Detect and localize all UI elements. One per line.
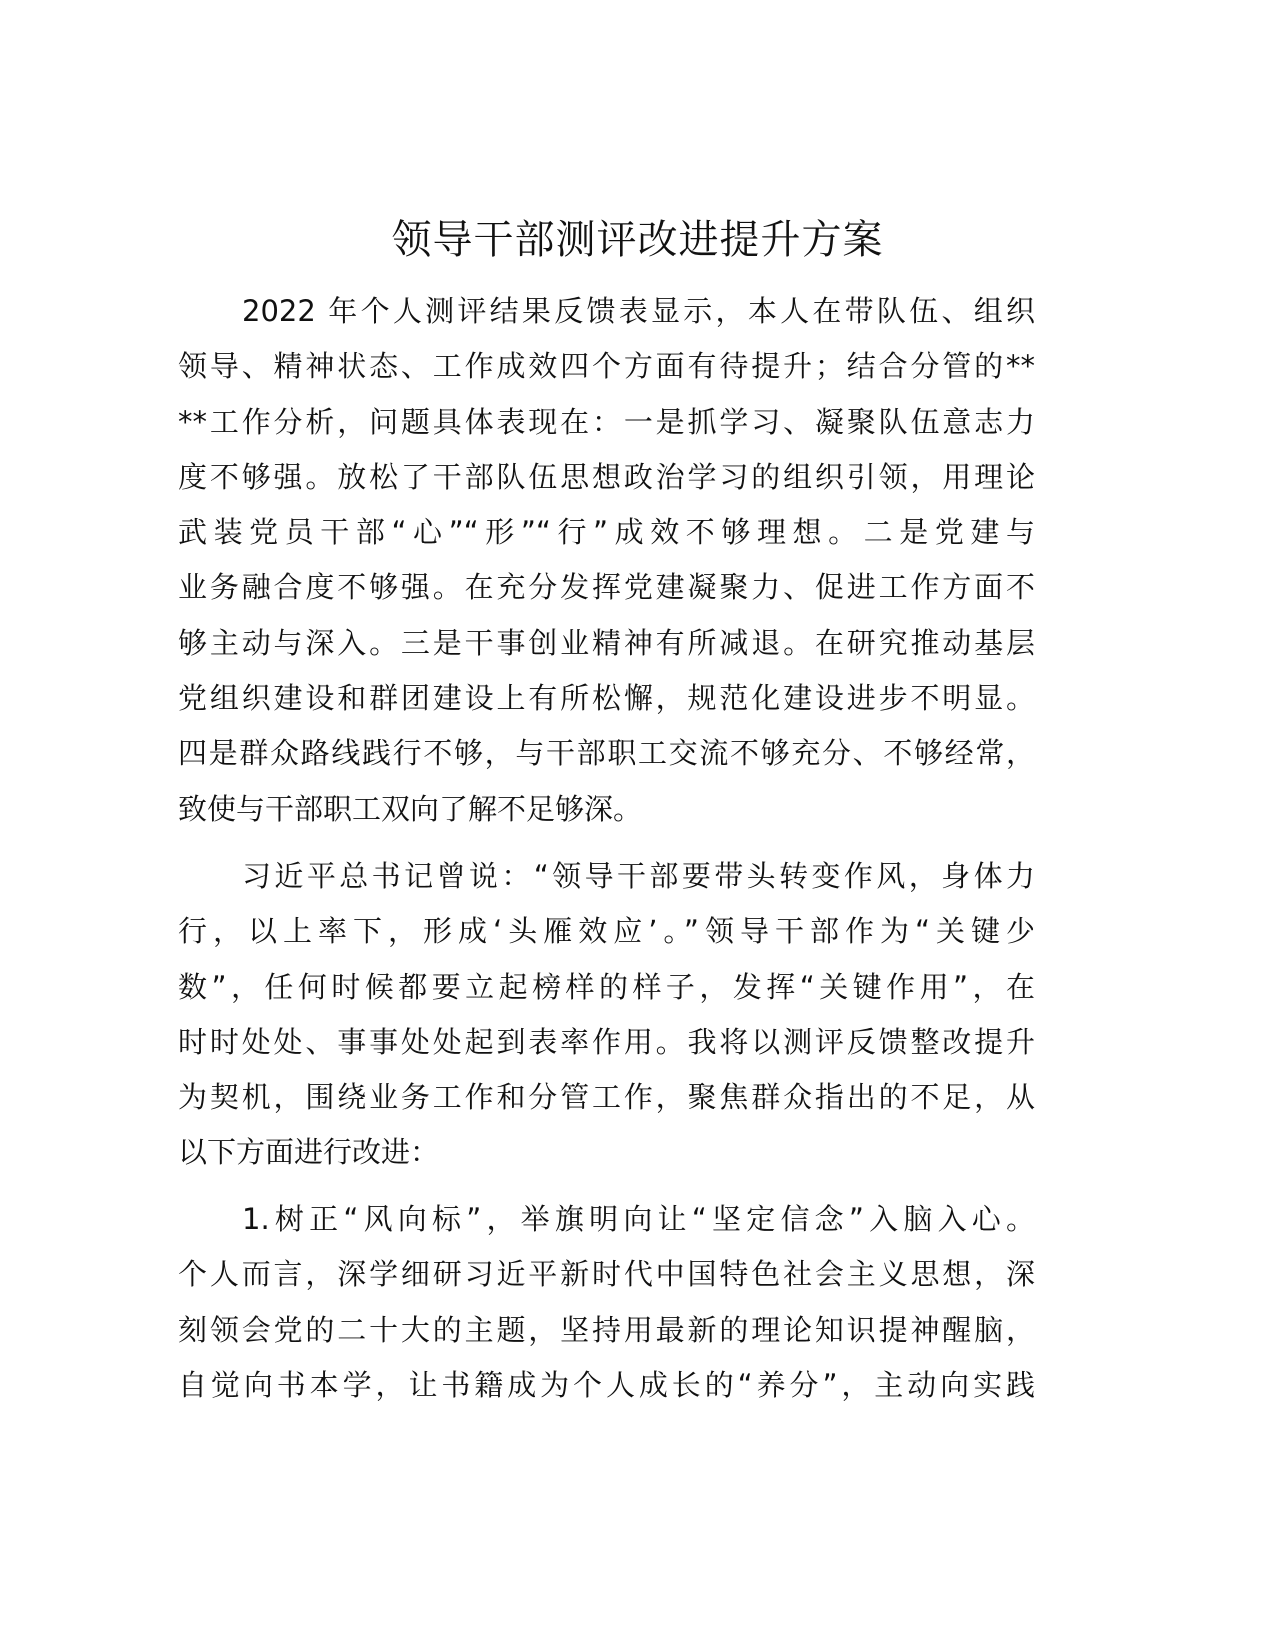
text-line: 领导、精神状态、工作成效四个方面有待提升；结合分管的** (178, 349, 1035, 384)
text-line: 行，以上率下，形成‘头雁效应’。”领导干部作为“关键少 (178, 914, 1035, 949)
text-line: 业务融合度不够强。在充分发挥党建凝聚力、促进工作方面不 (178, 570, 1035, 605)
text-line: 时时处处、事事处处起到表率作用。我将以测评反馈整改提升 (178, 1024, 1035, 1059)
text-line: 致使与干部职工双向了解不足够深。 (178, 791, 643, 826)
text-line: 2022 年个人测评结果反馈表显示，本人在带队伍、组织 (242, 294, 1035, 328)
text-line: 武装党员干部“心”“形”“行”成效不够理想。二是党建与 (178, 515, 1035, 550)
text-line: 刻领会党的二十大的主题，坚持用最新的理论知识提神醒脑， (178, 1312, 1035, 1347)
text-line: 习近平总书记曾说：“领导干部要带头转变作风，身体力 (242, 859, 1035, 893)
text-line: 四是群众路线践行不够，与干部职工交流不够充分、不够经常， (178, 736, 1035, 771)
text-line: 个人而言，深学细研习近平新时代中国特色社会主义思想，深 (178, 1257, 1035, 1292)
paragraph-2 (178, 849, 1035, 1181)
paragraph-3 (178, 1192, 1035, 1413)
text-line: 党组织建设和群团建设上有所松懈，规范化建设进步不明显。 (178, 681, 1035, 716)
text-line: 度不够强。放松了干部队伍思想政治学习的组织引领，用理论 (178, 459, 1035, 494)
text-line: 数”，任何时候都要立起榜样的样子，发挥“关键作用”，在 (178, 969, 1035, 1004)
document-title: 领导干部测评改进提升方案 (391, 217, 884, 263)
paragraph-1 (178, 284, 1035, 837)
text-line: 为契机，围绕业务工作和分管工作，聚焦群众指出的不足，从 (178, 1080, 1035, 1115)
text-line: 自觉向书本学，让书籍成为个人成长的“养分”，主动向实践 (178, 1367, 1035, 1402)
text-line: **工作分析，问题具体表现在：一是抓学习、凝聚队伍意志力 (178, 404, 1035, 439)
text-line: 以下方面进行改进： (178, 1135, 440, 1170)
text-line: 1.树正“风向标”，举旗明向让“坚定信念”入脑入心。 (242, 1202, 1035, 1236)
text-line: 够主动与深入。三是干事创业精神有所减退。在研究推动基层 (178, 625, 1035, 660)
